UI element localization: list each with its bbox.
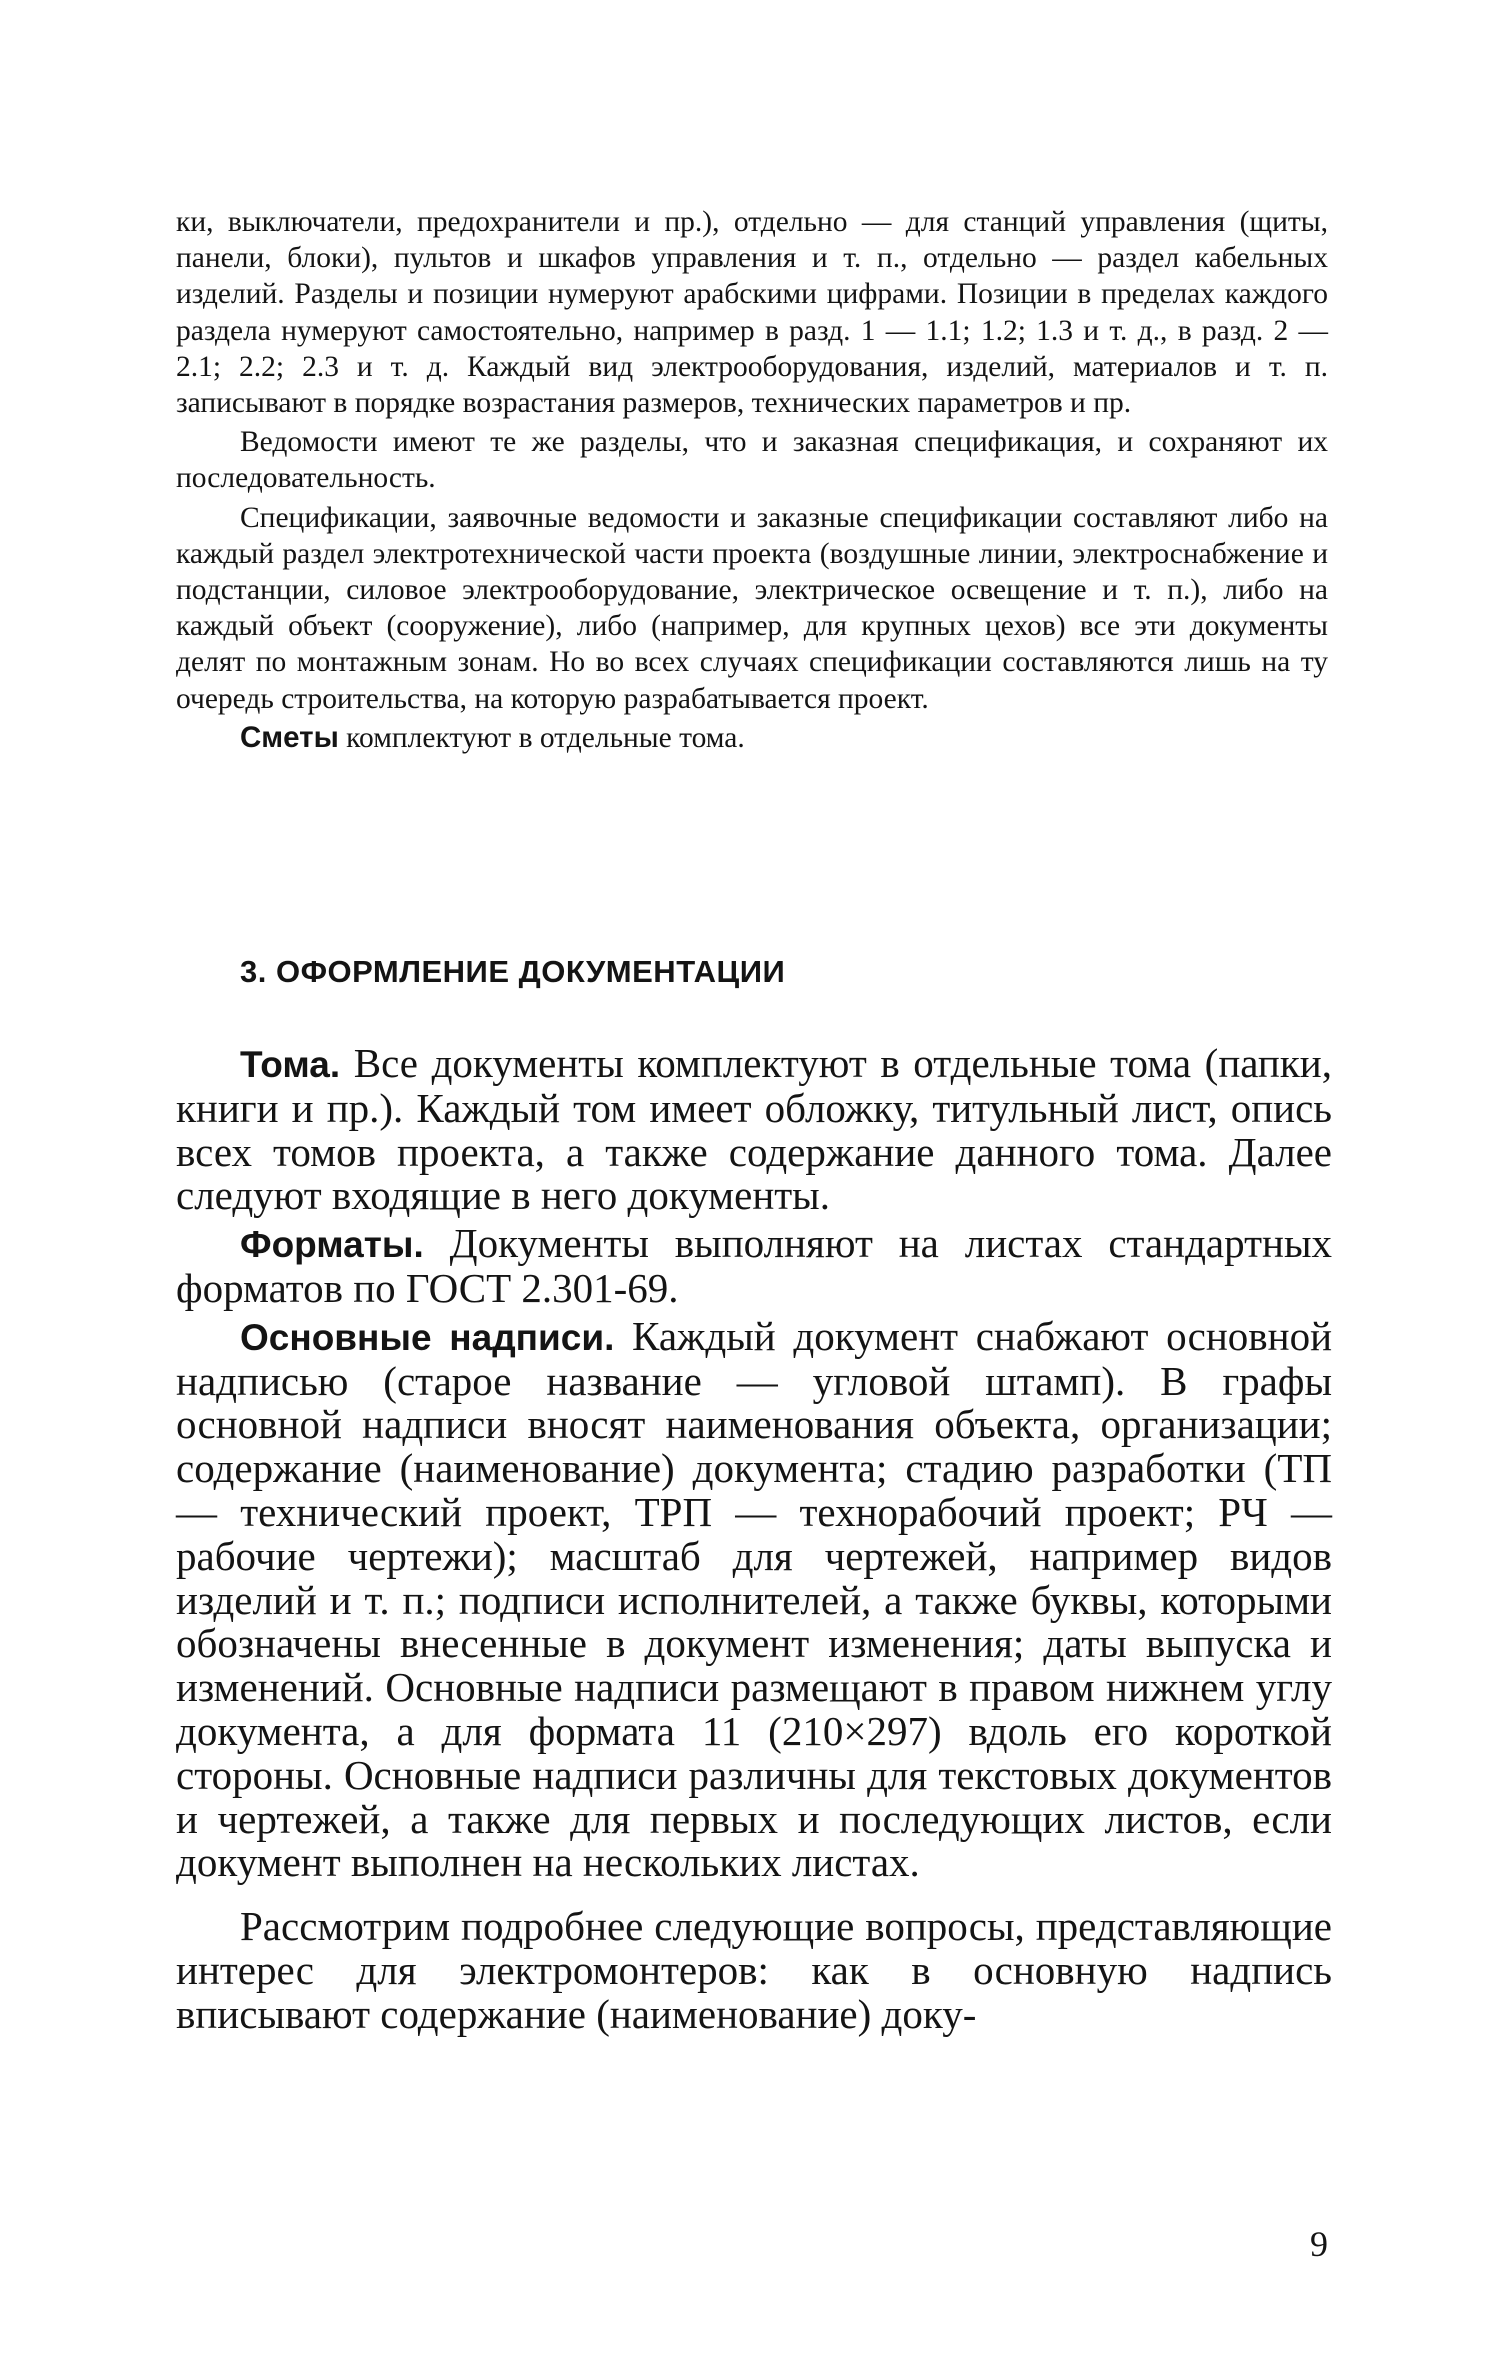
nadpisi-text: Каждый документ снабжают основной надписью (старое название — угловой штамп). В графы основной надписи вносят наименования объекта, организации; содержание (наименование) документа; стадию разработки (ТП — технический проект, ТРП — технорабочий проект; РЧ — рабочие чертежи); масштаб для чертежей, например видов изделий и т. п.; подписи исполнителей, а также буквы, которыми обозначены внесенные в документ изменения; даты выпуска и изменений. Основные надписи размещают в правом нижнем углу документа, а для формата 11 (210×297) вдоль его короткой стороны. Основные надписи различны для текстовых документов и чертежей, а также для первых и последующих листов, если документ выполнен на нескольких листах. [176, 1312, 1333, 1886]
paragraph-sections-numbering: ки, выключатели, предохранители и пр.), отдельно — для станций управления (щиты, панели, блоки), пультов и шкафов управления и т. п., отдельно — раздел кабельных изделий. Разделы и позиции нумеруют арабскими цифрами. Позиции в пределах каждого раздела нумеруют самостоятельно, например в разд. 1 — 1.1; 1.2; 1.3 и т. д., в разд. 2 — 2.1; 2.2; 2.3 и т. д. Каждый вид электрооборудования, изделий, материалов и т. п. записывают в порядке возрастания размеров, технических параметров и пр. [176, 206, 1328, 420]
nadpisi-term: Основные надписи. [240, 1316, 615, 1358]
smety-text: комплектуют в отдельные тома. [338, 721, 745, 754]
paragraph-formaty [176, 1222, 1332, 1311]
paragraph-specifications: Спецификации, заявочные ведомости и заказные спецификации составляют либо на каждый раздел электротехнической части проекта (воздушные линии, электроснабжение и подстанции, силовое электрооборудование, электрическое освещение и т. п.), либо на каждый объект (сооружение), либо (например, для крупных цехов) все эти документы делят по монтажным зонам. Но во всех случаях спецификации составляются лишь на ту очередь строительства, на которую разрабатывается проект. [176, 501, 1328, 715]
formaty-text: Документы выполняют на листах стандартных форматов по ГОСТ 2.301-69. [176, 1220, 1332, 1311]
paragraph-toma [176, 1042, 1332, 1218]
section-heading: 3. ОФОРМЛЕНИЕ ДОКУМЕНТАЦИИ [240, 954, 786, 989]
paragraph-osnovnye-nadpisi [176, 1312, 1333, 1886]
toma-term: Тома. [240, 1044, 341, 1085]
smety-term: Сметы [240, 720, 339, 754]
section-text-block [176, 1042, 1332, 2037]
page-number: 9 [1310, 2224, 1328, 2264]
paragraph-smety [176, 720, 1328, 756]
intro-text-block [176, 204, 1328, 756]
toma-text: Все документы комплектуют в отдельные тома (папки, книги и пр.). Каждый том имеет обложку, титульный лист, опись всех томов проекта, а также содержание данного тома. Далее следуют входящие в него документы. [176, 1040, 1332, 1219]
paragraph-closing: Рассмотрим подробнее следующие вопросы, представляющие интерес для электромонтеров: как в основную надпись вписывают содержание (наименование) доку- [176, 1903, 1332, 2037]
paragraph-vedomosti: Ведомости имеют те же разделы, что и заказная спецификация, и сохраняют их последовательность. [176, 426, 1328, 495]
formaty-term: Форматы. [240, 1224, 424, 1266]
